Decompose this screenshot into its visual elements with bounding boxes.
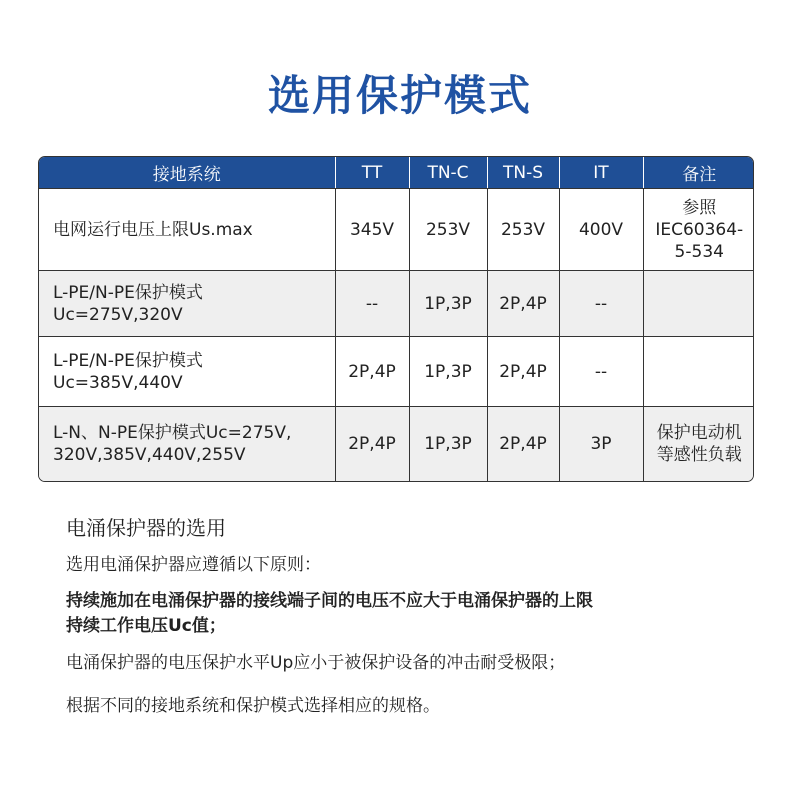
header-tn-c: TN-C [409,157,487,189]
header-tt: TT [335,157,409,189]
table-row [39,337,754,407]
cell-note: 参照 IEC60364- 5-534 [643,189,754,271]
table-row [39,407,754,481]
cell-tn-s: 2P,4P [487,271,559,337]
row-label: L-PE/N-PE保护模式 Uc=275V,320V [39,271,335,337]
table-header-row [39,157,754,189]
cell-tn-c: 253V [409,189,487,271]
cell-tn-c: 1P,3P [409,407,487,481]
header-remarks: 备注 [643,157,754,189]
cell-tn-s: 2P,4P [487,407,559,481]
row-label: L-N、N-PE保护模式Uc=275V, 320V,385V,440V,255V [39,407,335,481]
cell-it: -- [559,337,643,407]
rule-3: 根据不同的接地系统和保护模式选择相应的规格。 [66,696,440,716]
cell-note: 保护电动机 等感性负载 [643,407,754,481]
cell-it: 3P [559,407,643,481]
cell-tn-s: 253V [487,189,559,271]
cell-it: 400V [559,189,643,271]
intro-text: 选用电涌保护器应遵循以下原则： [66,555,321,575]
header-tn-s: TN-S [487,157,559,189]
cell-it: -- [559,271,643,337]
table-row [39,271,754,337]
row-label: 电网运行电压上限Us.max [39,189,335,271]
section-title: 电涌保护器的选用 [66,516,226,540]
page-title: 选用保护模式 [267,71,532,120]
cell-tn-c: 1P,3P [409,337,487,407]
table-row [39,189,754,271]
header-it: IT [559,157,643,189]
cell-tn-c: 1P,3P [409,271,487,337]
rule-2: 电涌保护器的电压保护水平Up应小于被保护设备的冲击耐受极限； [66,653,566,673]
cell-tt: 2P,4P [335,407,409,481]
cell-tt: -- [335,271,409,337]
row-label: L-PE/N-PE保护模式 Uc=385V,440V [39,337,335,407]
cell-tn-s: 2P,4P [487,337,559,407]
protection-mode-table [38,156,754,482]
cell-note [643,271,754,337]
cell-note [643,337,754,407]
rule-1-line-2: 持续工作电压Uc值； [66,616,226,636]
header-grounding-system: 接地系统 [39,157,335,189]
cell-tt: 2P,4P [335,337,409,407]
rule-1-line-1: 持续施加在电涌保护器的接线端子间的电压不应大于电涌保护器的上限 [66,591,593,611]
cell-tt: 345V [335,189,409,271]
